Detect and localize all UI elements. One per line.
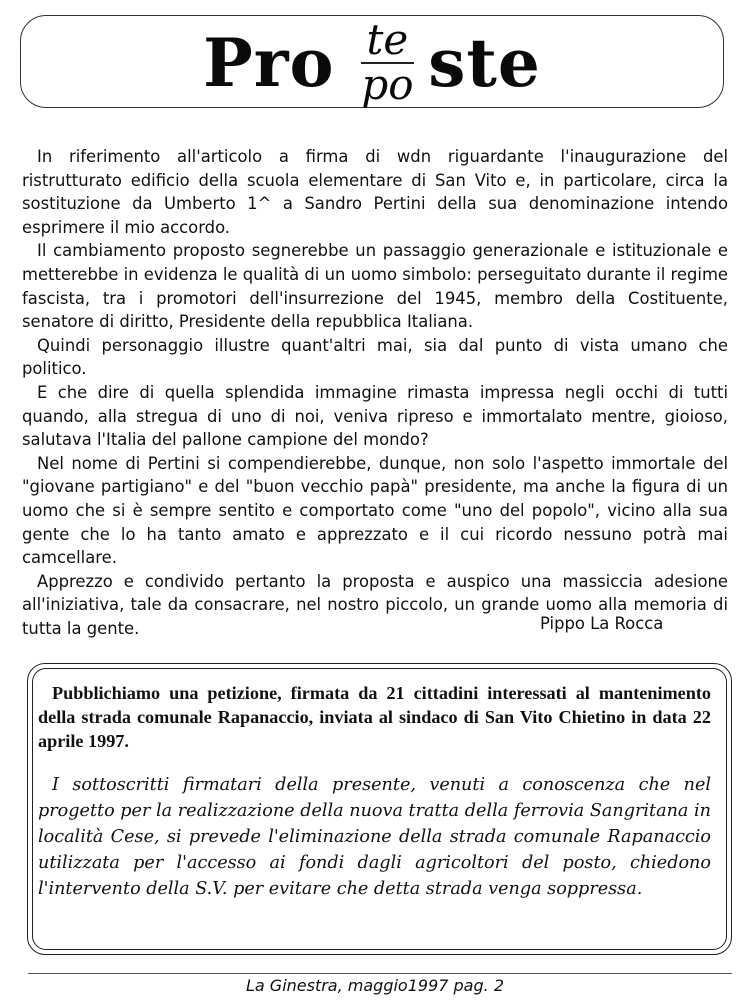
title-fraction-denominator: po bbox=[361, 60, 414, 109]
petition-intro bbox=[38, 681, 711, 753]
title-frame bbox=[20, 15, 724, 108]
petition-box bbox=[27, 663, 732, 955]
petition-body bbox=[38, 772, 711, 902]
title-fraction-numerator: te bbox=[361, 20, 415, 64]
article-paragraph: Quindi personaggio illustre quant'altri mai, sia dal punto di vista umano che politico. bbox=[22, 335, 728, 379]
letter-article bbox=[22, 145, 728, 640]
title-fraction bbox=[361, 15, 415, 109]
page-title bbox=[21, 16, 723, 109]
title-left: Pro bbox=[203, 23, 335, 102]
article-paragraph: In riferimento all'articolo a firma di wdn riguardante l'inaugurazione del ristrutturato edificio della scuola elementare di San Vito e, in particolare, circa la sostituzione da Umberto 1^ a Sandro Pertini della sua denominazione intendo esprimere il mio accordo. bbox=[22, 147, 728, 237]
title-right: ste bbox=[428, 23, 541, 102]
article-paragraph: E che dire di quella splendida immagine rimasta impressa negli occhi di tutti quando, alla stregua di uno di noi, veniva ripreso e immortalato mentre, gioioso, salutava l'Italia del pallone campione del mondo? bbox=[22, 382, 728, 450]
article-paragraph: Il cambiamento proposto segnerebbe un passaggio generazionale e istituzionale e metterebbe in evidenza le qualità di un uomo simbolo: perseguitato durante il regime fascista, tra i promotori dell'insurrezione del 1945, membro della Costituente, senatore di diritto, Presidente della repubblica Italiana. bbox=[22, 241, 728, 332]
article-paragraph: Apprezzo e condivido pertanto la proposta e auspico una massiccia adesione all'iniziativa, tale da consacrare, nel nostro piccolo, un grande uomo alla memoria di tutta la gente. bbox=[22, 571, 728, 638]
page-footer: La Ginestra, maggio1997 pag. 2 bbox=[245, 976, 504, 995]
article-paragraph: Nel nome di Pertini si compendierebbe, dunque, non solo l'aspetto immortale del "giovane partigiano" e del "buon vecchio papà" presidente, ma anche la figura di un uomo che si è sempre sentito e comportato come "uno del popolo", vicino alla sua gente che lo ha tanto amato e apprezzato e il cui ricordo nessuno potrà mai camcellare. bbox=[22, 453, 728, 568]
author-signature: Pippo La Rocca bbox=[540, 614, 664, 633]
footer-divider bbox=[28, 973, 732, 974]
petition-intro-text: Pubblichiamo una petizione, firmata da 21 cittadini interessati al mantenimento della strada comunale Rapanaccio, inviata al sindaco di San Vito Chietino in data 22 aprile 1997. bbox=[38, 683, 711, 751]
petition-body-text: I sottoscritti firmatari della presente, venuti a conoscenza che nel progetto per la realizzazione della nuova tratta della ferrovia Sangritana in località Cese, si prevede l'eliminazione della strada comunale Rapanaccio utilizzata per l'accesso ai fondi dagli agricoltori del posto, chiedono l'intervento della S.V. per evitare che detta strada venga soppressa. bbox=[38, 775, 711, 899]
